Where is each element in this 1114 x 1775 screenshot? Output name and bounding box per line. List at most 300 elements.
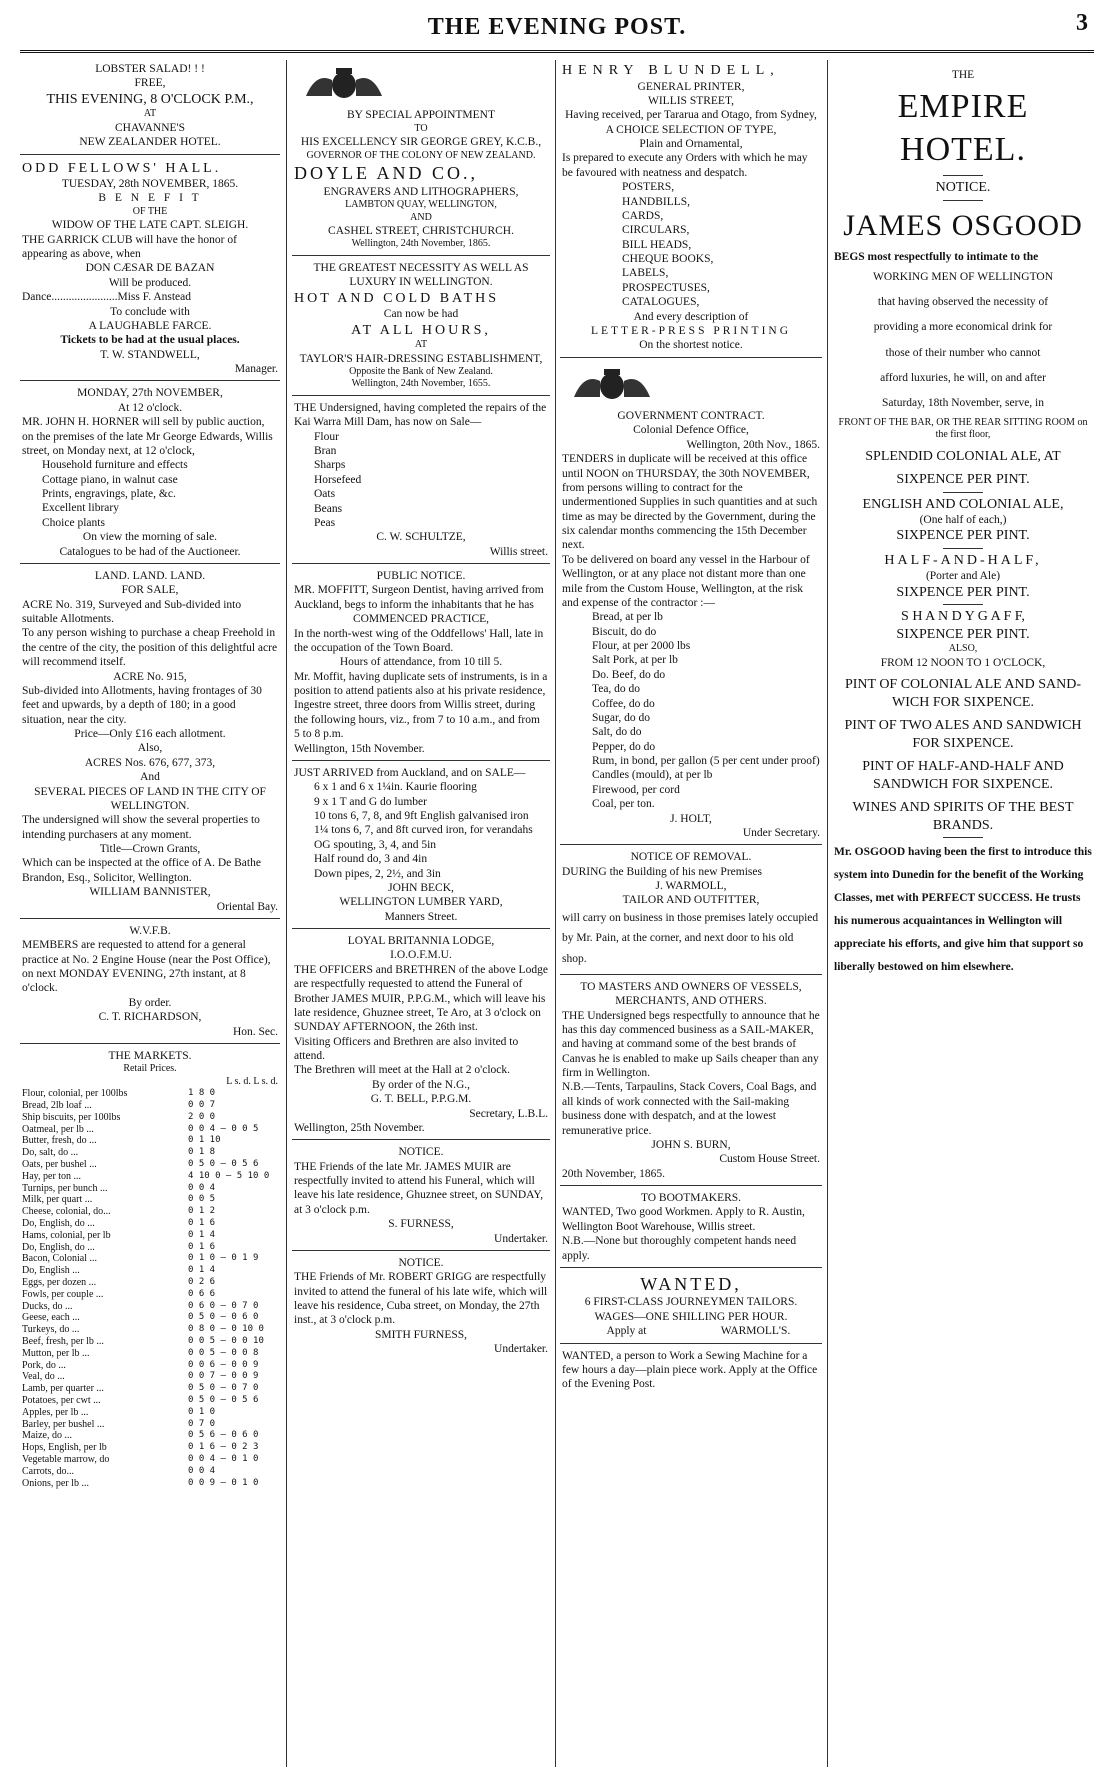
ad-line: DON CÆSAR DE BAZAN	[85, 262, 215, 275]
ad-line: And every description of	[633, 310, 749, 323]
market-price: 0 6 6	[188, 1288, 216, 1299]
ad-line: that having observed the necessity of	[877, 296, 1049, 309]
ad-body: Sub-divided into Allotments, having frontages of 30 feet and upwards, by a depth of 180; in a good situation, near the city.	[22, 684, 262, 726]
ad-line: Wellington, 24th November, 1865.	[351, 238, 491, 250]
market-price: 0 8 0 — 0 10 0	[188, 1324, 264, 1335]
ad-doyle-and-co	[292, 60, 550, 256]
ad-headline: BY SPECIAL APPOINTMENT	[346, 109, 496, 122]
ad-line: ALSO,	[948, 643, 978, 655]
ad-line: TO	[414, 122, 428, 134]
ad-wvfb	[20, 922, 280, 1044]
market-price: 0 1 8	[188, 1147, 216, 1158]
ad-line: CASHEL STREET, CHRISTCHURCH.	[328, 225, 514, 237]
ad-line: On the shortest notice.	[639, 339, 743, 352]
market-row	[22, 1371, 278, 1383]
list-item: Down pipes, 2, 2½, and 3in	[314, 867, 441, 880]
market-item: Do, salt, do ...	[22, 1147, 79, 1159]
ad-government-contract	[560, 361, 822, 846]
ad-headline: W.V.F.B.	[129, 924, 171, 937]
ad-line: those of their number who cannot	[885, 346, 1041, 359]
ad-line: Title—Crown Grants,	[99, 843, 201, 855]
ad-line: (One half of each,)	[919, 514, 1007, 527]
ad-line: WIDOW OF THE LATE CAPT. SLEIGH.	[51, 219, 249, 232]
market-item: Pork, do ...	[22, 1359, 66, 1371]
ad-body: N.B.—None but thoroughly competent hands need apply.	[562, 1235, 797, 1262]
ad-line: Wellington, 20th Nov., 1865.	[686, 438, 820, 451]
market-row	[22, 1383, 278, 1395]
markets-rows	[22, 1088, 278, 1489]
market-row	[22, 1230, 278, 1242]
supplies-list	[562, 610, 820, 811]
market-price: 4 10 0 — 5 10 0	[188, 1170, 270, 1181]
ad-line: SANDWICH FOR SIXPENCE.	[872, 776, 1054, 792]
ad-body: THE Undersigned, having completed the repairs of the Kai Warra Mill Dam, has now on Sale—	[294, 401, 547, 429]
list-item: 6 x 1 and 6 x 1¼in. Kaurie flooring	[314, 781, 477, 794]
ad-line: TAILOR AND OUTFITTER,	[622, 894, 760, 907]
ad-signature-title: Under Secretary.	[742, 826, 820, 839]
ad-body: N.B.—Tents, Tarpaulins, Stack Covers, Coal Bags, and all kinds of work connected with the Sail-making business done with despatch, and at the lowest remunerative price.	[562, 1081, 817, 1137]
ad-line: B E N E F I T	[98, 192, 202, 205]
ad-signature-title: Custom House Street.	[719, 1153, 820, 1166]
ad-line: Catalogues to be had of the Auctioneer.	[59, 545, 241, 558]
market-row	[22, 1124, 278, 1136]
ad-line: ACRE No. 915,	[113, 670, 187, 683]
ad-britannia-lodge	[292, 932, 550, 1140]
ad-line: HIS EXCELLENCY SIR GEORGE GREY, K.C.B.,	[300, 136, 542, 149]
markets-subtitle: Retail Prices.	[123, 1063, 177, 1075]
market-price: 0 0 9 — 0 1 0	[188, 1477, 259, 1488]
market-row	[22, 1395, 278, 1407]
market-item: Geese, each ...	[22, 1312, 80, 1324]
ad-line: THIS EVENING, 8 O'CLOCK P.M.,	[46, 91, 254, 107]
list-item: Cottage piano, in walnut case	[42, 473, 178, 486]
ad-line: FROM 12 NOON TO 1 O'CLOCK,	[880, 656, 1046, 669]
market-row	[22, 1301, 278, 1313]
ad-body: Is prepared to execute any Orders with which he may be favoured with neatness and despatch.	[562, 152, 808, 179]
market-row	[22, 1430, 278, 1442]
ad-line: A CHOICE SELECTION OF TYPE,	[605, 123, 777, 136]
market-item: Bread, 2lb loaf ...	[22, 1100, 92, 1112]
market-item: Eggs, per dozen ...	[22, 1277, 97, 1288]
ad-headline: NOTICE OF REMOVAL.	[630, 851, 752, 864]
list-item: PROSPECTUSES,	[622, 281, 710, 294]
market-row	[22, 1348, 278, 1360]
column-4	[832, 60, 1094, 1767]
ad-line: 6 FIRST-CLASS JOURNEYMEN TAILORS.	[584, 1296, 798, 1309]
market-price: 0 0 5	[188, 1194, 216, 1205]
market-row	[22, 1088, 278, 1100]
ad-line: At 12 o'clock.	[117, 401, 183, 414]
market-row	[22, 1135, 278, 1147]
market-item: Ducks, do ...	[22, 1300, 73, 1312]
market-price: 0 0 5 — 0 0 8	[188, 1347, 259, 1358]
market-row	[22, 1265, 278, 1277]
ad-line: PINT OF COLONIAL ALE AND SAND-	[844, 677, 1082, 693]
list-item: 1¼ tons 6, 7, and 8ft curved iron, for verandahs	[314, 824, 533, 837]
list-item: OG spouting, 3, 4, and 5in	[314, 838, 437, 851]
market-price: 0 5 0 — 0 6 0	[188, 1312, 259, 1323]
ad-line: Plain and Ornamental,	[639, 138, 743, 150]
ad-odd-fellows-hall	[20, 158, 280, 382]
ad-line	[562, 1324, 820, 1338]
market-price: 0 1 2	[188, 1206, 216, 1217]
list-item: Flour	[314, 430, 339, 443]
hotel-name: EMPIRE HOTEL.	[897, 88, 1029, 168]
market-row	[22, 1478, 278, 1490]
ad-headline: ODD FELLOWS' HALL.	[22, 160, 222, 176]
ad-line: And	[140, 771, 160, 784]
market-price: 0 5 6 — 0 6 0	[188, 1430, 259, 1441]
column-1	[20, 60, 280, 1767]
ad-body: THE Friends of the late Mr. JAMES MUIR are respectfully invited to attend his Funeral, which will leave his late residence, Ghuznee street, on SUNDAY, at 3 o'clock p.m.	[294, 1160, 544, 1216]
market-item: Hay, per ton ...	[22, 1170, 82, 1182]
market-price: 1 8 0	[188, 1088, 216, 1099]
ad-signature-title: Willis street.	[489, 545, 548, 558]
ad-line: LAMBTON QUAY, WELLINGTON,	[345, 199, 497, 210]
list-item: Tea, do do	[592, 683, 641, 696]
list-item: CIRCULARS,	[622, 224, 690, 237]
ad-headline: TO MASTERS AND OWNERS OF VESSELS, MERCHANTS, AND OTHERS.	[580, 980, 802, 1008]
ad-headline: TO BOOTMAKERS.	[640, 1192, 742, 1205]
ad-line: SIXPENCE PER PINT.	[896, 584, 1030, 600]
ad-to-bootmakers	[560, 1189, 822, 1268]
royal-crest-icon	[562, 367, 662, 401]
ad-line: Can now be had	[383, 308, 459, 321]
ad-line: WAGES—ONE SHILLING PER HOUR.	[594, 1310, 788, 1323]
ad-kai-warra-mill	[292, 399, 550, 564]
ad-signature: WELLINGTON LUMBER YARD,	[339, 896, 503, 909]
ad-line: Wellington, 25th November.	[294, 1121, 425, 1134]
list-item: CATALOGUES,	[622, 296, 700, 309]
ad-line: I.O.O.F.M.U.	[390, 949, 452, 962]
ad-line: Saturday, 18th November, serve, in	[882, 397, 1044, 410]
ad-line: TAYLOR'S HAIR-DRESSING ESTABLISHMENT,	[299, 352, 543, 365]
market-item: Apples, per lb ...	[22, 1406, 89, 1418]
column-rule	[286, 60, 287, 1767]
list-item: Bread, at per lb	[592, 611, 663, 624]
market-row	[22, 1336, 278, 1348]
ad-body: To any person wishing to purchase a cheap Freehold in the centre of the city, the position of this delightful acre will recommend itself.	[22, 627, 278, 669]
market-row	[22, 1360, 278, 1372]
market-item: Carrots, do...	[22, 1465, 74, 1477]
list-item: Firewood, per cord	[592, 783, 680, 796]
market-item: Onions, per lb ...	[22, 1477, 89, 1489]
ad-body: will carry on business in those premises lately occupied by Mr. Pain, at the corner, and next door to his old shop.	[562, 911, 819, 966]
ad-signature: WILLIAM BANNISTER,	[89, 886, 211, 899]
list-item: Rum, in bond, per gallon (5 per cent under proof)	[592, 755, 820, 767]
ad-henry-blundell	[560, 60, 822, 358]
ad-body-block	[834, 265, 1092, 417]
list-item: Coal, per ton.	[592, 798, 655, 811]
ad-line: On view the morning of sale.	[82, 531, 218, 544]
list-item: Choice plants	[42, 516, 105, 529]
ad-body: In the north-west wing of the Oddfellows' Hall, late in the occupation of the Town Board.	[294, 627, 544, 654]
ad-line: CHAVANNE'S	[114, 121, 186, 134]
list-item: CARDS,	[622, 209, 664, 222]
market-item: Do, English, do ...	[22, 1241, 95, 1253]
market-price: 0 2 6	[188, 1277, 216, 1287]
list-item: POSTERS,	[622, 181, 675, 194]
market-price: 2 0 0	[188, 1111, 216, 1122]
ad-line: providing a more economical drink for	[873, 321, 1053, 334]
markets-title: THE MARKETS.	[108, 1049, 192, 1062]
ad-signature: C. T. RICHARDSON,	[98, 1011, 202, 1024]
ad-signature-title: Hon. Sec.	[232, 1025, 278, 1038]
ad-line: WORKING MEN OF WELLINGTON	[872, 270, 1054, 283]
list-item: Salt Pork, at per lb	[592, 654, 678, 667]
ad-headline: GOVERNMENT CONTRACT.	[617, 410, 765, 422]
ad-signature: J. HOLT,	[670, 812, 712, 825]
market-row	[22, 1112, 278, 1124]
ad-headline: LAND. LAND. LAND.	[94, 569, 206, 582]
market-price: 0 5 0 — 0 5 6	[188, 1394, 259, 1405]
list-item: Oats	[314, 488, 336, 501]
market-row	[22, 1253, 278, 1265]
ad-signature: G. T. BELL, P.P.G.M.	[370, 1093, 472, 1106]
list-item: Sugar, do do	[592, 711, 650, 724]
ad-auction-horner	[20, 384, 280, 564]
list-item: BILL HEADS,	[622, 238, 692, 251]
market-item: Turnips, per bunch ...	[22, 1182, 108, 1194]
ad-signature-title: Manners Street.	[384, 910, 458, 923]
market-price: 0 0 5 — 0 0 10	[188, 1335, 264, 1346]
ad-wanted-tailors	[560, 1271, 822, 1344]
ad-headline: HENRY BLUNDELL,	[562, 63, 780, 78]
ad-line: afford luxuries, he will, on and after	[880, 371, 1046, 384]
ad-line: WICH FOR SIXPENCE.	[892, 694, 1034, 710]
ad-line: WINES AND SPIRITS OF THE BEST BRANDS.	[852, 800, 1074, 833]
ad-signature: C. W. SCHULTZE,	[376, 531, 466, 544]
ad-line: PINT OF HALF-AND-HALF AND	[862, 759, 1064, 775]
ad-line: THE	[951, 69, 975, 81]
ad-hot-cold-baths	[292, 259, 550, 396]
ad-line: Price—Only £16 each allotment.	[74, 728, 226, 740]
list-item: Excellent library	[42, 502, 119, 515]
markets-table	[20, 1047, 280, 1493]
ad-signature: SMITH FURNESS,	[374, 1328, 468, 1341]
list-item: Horsefeed	[314, 473, 362, 486]
market-price: 0 1 6	[188, 1241, 216, 1252]
market-price: 0 5 0 — 0 5 6	[188, 1159, 259, 1170]
ad-signature-title: Manager.	[234, 363, 278, 375]
ad-signature: T. W. STANDWELL,	[100, 348, 200, 361]
list-item: Prints, engravings, plate, &c.	[42, 488, 176, 500]
ad-body: WANTED, Two good Workmen. Apply to R. Austin, Wellington Boot Warehouse, Willis street.	[562, 1206, 805, 1233]
market-item: Barley, per bushel ...	[22, 1418, 105, 1430]
header-rule	[20, 50, 1094, 53]
ad-line: AT	[414, 339, 428, 350]
ad-signature-title: Undertaker.	[494, 1343, 548, 1356]
ad-signature: JOHN S. BURN,	[651, 1138, 731, 1151]
list-item: 9 x 1 T and G do lumber	[314, 795, 427, 808]
ad-headline: NOTICE.	[935, 180, 991, 196]
ad-body: Mr. OSGOOD having been the first to introduce this system into Dunedin for the benefit of the Working Classes, met with PERFECT SUCCESS. He trusts his numerous acquaintances in Wellington will appreciate his efforts, and give him that support so liberally bestowed on him elsewhere.	[834, 846, 1092, 974]
market-price: 0 1 0	[188, 1406, 216, 1417]
market-price: 0 1 0 — 0 1 9	[188, 1253, 259, 1264]
ad-line: S H A N D Y G A F F,	[901, 609, 1025, 625]
market-row	[22, 1419, 278, 1431]
ad-moffitt-dentist	[292, 567, 550, 761]
ad-body: BEGS most respectfully to intimate to the	[834, 251, 1039, 264]
ad-signature: S. FURNESS,	[388, 1218, 454, 1231]
market-price: 0 1 4	[188, 1229, 216, 1240]
royal-crest-icon	[294, 66, 394, 100]
list-item: Flour, at per 2000 lbs	[592, 640, 691, 652]
market-item: Flour, colonial, per 100lbs	[22, 1088, 128, 1100]
market-item: Hops, English, per lb	[22, 1442, 107, 1454]
ad-line: Having received, per Tararua and Otago, from Sydney,	[565, 109, 817, 122]
ad-line: Will be produced.	[108, 276, 192, 289]
ad-line: 20th November, 1865.	[562, 1167, 666, 1180]
ad-line: HALF-AND-HALF,	[884, 552, 1042, 568]
market-row	[22, 1324, 278, 1336]
ad-line: SIXPENCE PER PINT.	[896, 472, 1030, 488]
ad-line: OF THE	[132, 205, 168, 217]
list-item: Beans	[314, 502, 343, 515]
market-price: 0 1 6 — 0 2 3	[188, 1442, 259, 1453]
list-item: Coffee, do do	[592, 697, 655, 710]
list-item: Biscuit, do do	[592, 625, 657, 638]
ad-line: (Porter and Ale)	[925, 570, 1001, 583]
market-item: Maize, do ...	[22, 1430, 72, 1442]
market-row	[22, 1442, 278, 1454]
ad-headline: WANTED,	[640, 1273, 742, 1294]
list-item: Sharps	[314, 459, 346, 472]
ad-line: FRONT OF THE BAR, OR THE REAR SITTING ROOM on the first floor,	[838, 416, 1088, 441]
market-row	[22, 1312, 278, 1324]
market-row	[22, 1159, 278, 1171]
market-item: Ship biscuits, per 100lbs	[22, 1111, 121, 1123]
list-item: 10 tons 6, 7, 8, and 9ft English galvanised iron	[314, 810, 529, 822]
ad-body: Which can be inspected at the office of A. De Bathe Brandon, Esq., Solicitor, Wellington.	[22, 857, 261, 884]
market-item: Oats, per bushel ...	[22, 1159, 97, 1171]
ad-headline: NOTICE.	[398, 1146, 444, 1159]
market-price: 0 1 6	[188, 1218, 216, 1229]
ad-line: GENERAL PRINTER,	[637, 80, 745, 93]
market-row	[22, 1407, 278, 1419]
ad-line: Apply at	[606, 1325, 647, 1338]
ad-body: TENDERS in duplicate will be received at this office until NOON on THURSDAY, the 30th NOVEMBER, from persons willing to contract for the undermentioned Supplies in such quantities and at such time as may be directed by the Government, during the six calendar months commencing the 15th December next.	[562, 453, 818, 552]
market-item: Mutton, per lb ...	[22, 1347, 90, 1359]
market-price: 0 0 7 — 0 0 9	[188, 1371, 259, 1382]
ad-sail-maker	[560, 978, 822, 1186]
ad-headline: LOYAL BRITANNIA LODGE,	[347, 935, 495, 947]
ad-body: ACRE No. 319, Surveyed and Sub-divided into suitable Allotments.	[22, 598, 242, 625]
ad-body: To be delivered on board any vessel in the Harbour of Wellington, or at any place not distant more than one mile from the Custom House, Wellington, at the risk and expense of the contractor :—	[562, 553, 810, 609]
market-price: 0 0 4	[188, 1182, 216, 1193]
ad-john-beck-lumber	[292, 764, 550, 929]
market-item: Vegetable marrow, do	[22, 1453, 110, 1465]
ad-line: Tickets to be had at the usual places.	[60, 334, 240, 347]
ad-line: SIXPENCE PER PINT.	[896, 626, 1030, 642]
market-item: Turkeys, do ...	[22, 1324, 80, 1336]
market-item: Fowls, per couple ...	[22, 1288, 104, 1300]
market-item: Butter, fresh, do ...	[22, 1135, 97, 1147]
ad-line: PINT OF TWO ALES AND SANDWICH	[844, 718, 1082, 734]
ad-land-for-sale	[20, 567, 280, 919]
ad-body: MR. JOHN H. HORNER will sell by public auction, on the premises of the late Mr George Edwards, Willis street, on Monday next, at 12 o'clock,	[22, 416, 273, 457]
market-row	[22, 1277, 278, 1289]
market-price: 0 0 4	[188, 1465, 216, 1476]
market-item: Bacon, Colonial ...	[22, 1253, 97, 1265]
ad-line: ENGRAVERS AND LITHOGRAPHERS,	[323, 185, 519, 198]
ad-lobster-salad	[20, 60, 280, 155]
ad-line: Dance.......................Miss F. Anstead	[22, 291, 192, 304]
market-row	[22, 1242, 278, 1254]
ad-signature-title: Oriental Bay.	[216, 900, 278, 913]
market-price: 0 0 7	[188, 1100, 216, 1111]
ad-body: MR. MOFFITT, Surgeon Dentist, having arrived from Auckland, begs to inform the inhabitants that he has	[294, 584, 544, 611]
list-item: Salt, do do	[592, 726, 642, 739]
ad-line: SEVERAL PIECES OF LAND IN THE CITY OF WELLINGTON.	[34, 785, 266, 812]
market-item: Veal, do ...	[22, 1371, 65, 1383]
ad-body: THE GARRICK CLUB will have the honor of appearing as above, when	[22, 233, 237, 260]
page-number: 3	[1076, 10, 1088, 36]
ad-line: To conclude with	[110, 305, 190, 318]
ad-notice-grigg	[292, 1254, 550, 1361]
ad-line: FREE,	[134, 77, 166, 90]
market-item: Do, English ...	[22, 1265, 80, 1277]
market-price: 0 0 4 — 0 1 0	[188, 1453, 259, 1464]
ad-line: ACRES Nos. 676, 677, 373,	[84, 756, 216, 769]
market-item: Potatoes, per cwt ...	[22, 1394, 101, 1406]
market-price: 0 1 4	[188, 1265, 216, 1276]
ad-empire-hotel	[832, 60, 1094, 983]
ad-line: AND	[410, 211, 432, 223]
column-rule	[827, 60, 828, 1767]
ad-body: THE OFFICERS and BRETHREN of the above Lodge are respectfully requested to attend the Funeral of Brother JAMES MUIR, P.P.G.M., which will leave his late residence, Ghuznee street, Te Aro, at 3 o'clock on SUNDAY AFTERNOON, the 26th inst.	[294, 963, 548, 1034]
ad-body: Mr. Moffit, having duplicate sets of instruments, is in a position to attend patients also at his private residence, Ingestre street, three doors from Willis street, during the following hours, viz., from 7 to 10 a.m., and from 5 to 8 p.m.	[294, 670, 548, 741]
ad-line: Hours of attendance, from 10 till 5.	[339, 656, 503, 669]
ad-line: Colonial Defence Office,	[633, 424, 749, 437]
ad-line: Opposite the Bank of New Zealand.	[349, 365, 493, 377]
ad-body: The Brethren will meet at the Hall at 2 o'clock.	[294, 1064, 511, 1077]
ad-line: AT ALL HOURS,	[351, 322, 491, 338]
markets-header: L s. d. L s. d.	[226, 1075, 278, 1087]
column-3	[560, 60, 822, 1767]
market-item: Oatmeal, per lb ...	[22, 1123, 94, 1135]
market-row	[22, 1218, 278, 1230]
list-item: Do. Beef, do do	[592, 668, 666, 681]
ad-notice-of-removal	[560, 848, 822, 975]
market-row	[22, 1100, 278, 1112]
ad-line: WILLIS STREET,	[647, 94, 735, 107]
proprietor-name: JAMES OSGOOD	[843, 208, 1083, 242]
ad-body: THE Friends of Mr. ROBERT GRIGG are respectfully invited to attend the funeral of his late wife, which will leave his residence, Cuba street, on Monday, the 27th inst., at 3 o'clock p.m.	[294, 1271, 548, 1327]
market-price: 0 1 10	[188, 1135, 221, 1146]
list-item: LABELS,	[622, 267, 669, 280]
ad-signature-title: Undertaker.	[494, 1232, 548, 1245]
ad-line: FOR SALE,	[121, 584, 179, 597]
ad-signature: JOHN BECK,	[388, 881, 454, 894]
ad-line: ENGLISH AND COLONIAL ALE,	[862, 496, 1064, 512]
newspaper-title: THE EVENING POST.	[427, 14, 687, 40]
ad-line: SIXPENCE PER PINT.	[896, 528, 1030, 544]
masthead	[20, 6, 1094, 46]
list-item: Pepper, do do	[592, 740, 656, 753]
list-item: Bran	[314, 445, 337, 457]
ad-signature: WARMOLL'S.	[720, 1325, 791, 1338]
ad-body: MEMBERS are requested to attend for a general practice at No. 2 Engine House (near the Post Office), on next MONDAY EVENING, 27th instant, at 8 o'clock.	[22, 939, 271, 995]
market-row	[22, 1183, 278, 1195]
ad-notice-muir	[292, 1143, 550, 1251]
column-2	[292, 60, 550, 1767]
list-item: HANDBILLS,	[622, 195, 691, 208]
ad-line: By order of the N.G.,	[371, 1078, 471, 1091]
ad-body: THE Undersigned begs respectfully to announce that he has this day commenced business as a SAIL-MAKER, and having at command some of the best brands of Canvas he is enabled to make up Sails cheaper than any firm in Wellington.	[562, 1009, 820, 1080]
list-item: CHEQUE BOOKS,	[622, 253, 714, 265]
market-row	[22, 1289, 278, 1301]
